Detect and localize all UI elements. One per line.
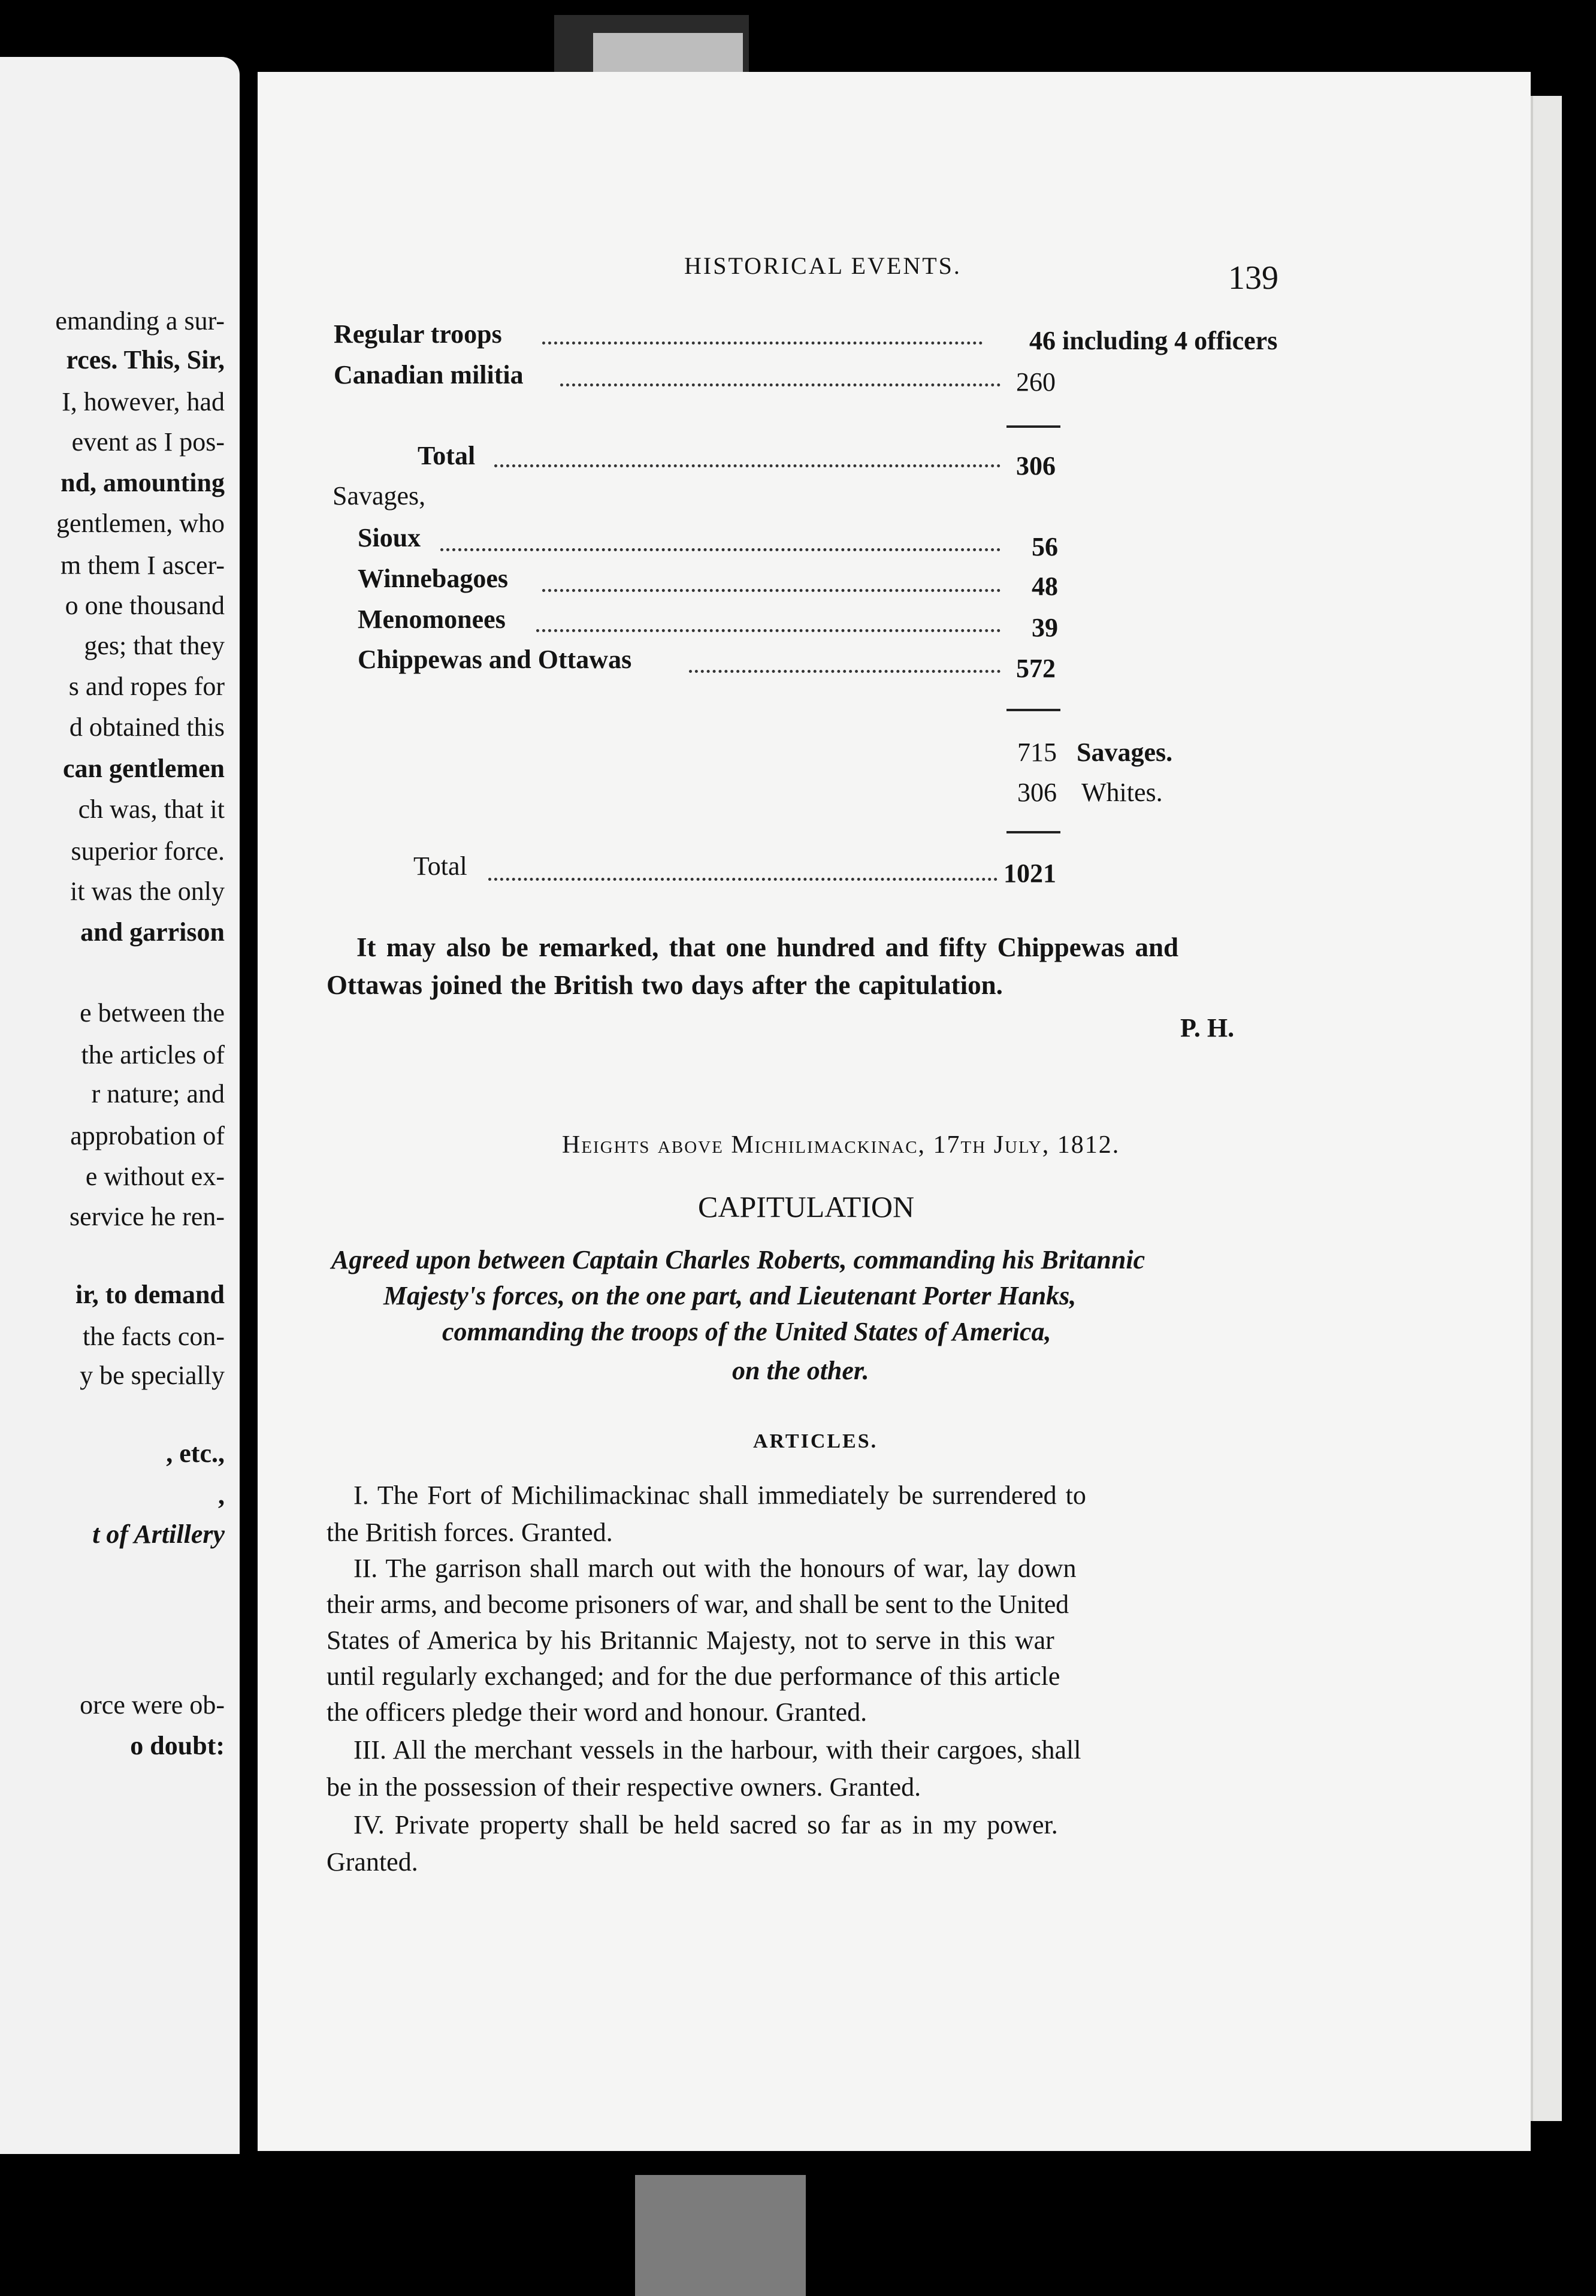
page-number: 139	[1228, 259, 1278, 297]
left-page-line: e between the	[80, 998, 225, 1028]
savages-label: Savages,	[332, 481, 426, 510]
left-page-line: event as I pos-	[71, 427, 225, 457]
running-title: HISTORICAL EVENTS.	[684, 252, 962, 279]
sum-whites-value: 306	[1017, 778, 1057, 807]
left-page-line: o doubt:	[130, 1731, 225, 1760]
left-page-line: ges; that they	[84, 631, 225, 660]
tribe-value: 39	[1032, 613, 1058, 642]
tribe-label: Sioux	[358, 523, 421, 552]
leader-dots	[542, 342, 983, 345]
articles-heading: ARTICLES.	[753, 1430, 878, 1452]
left-page-line: m them I ascer-	[61, 551, 225, 580]
left-page-line: ch was, that it	[78, 794, 225, 824]
leader-dots	[536, 629, 1000, 632]
sum-rule	[1006, 709, 1060, 711]
left-page-line: ,	[218, 1481, 225, 1510]
left-page-line: emanding a sur-	[55, 306, 225, 336]
left-page-line: o one thousand	[65, 591, 225, 620]
left-page-fragment	[0, 57, 240, 2154]
left-page-line: and garrison	[80, 917, 225, 947]
tribe-value: 48	[1032, 572, 1058, 601]
tribe-label: Winnebagoes	[358, 564, 509, 593]
sum-rule	[1006, 425, 1060, 428]
left-page-line: , etc.,	[166, 1439, 225, 1468]
article-line: II. The garrison shall march out with the honours of war, lay down	[353, 1554, 1077, 1583]
left-page-line: superior force.	[71, 836, 225, 866]
left-page-line: can gentlemen	[62, 754, 225, 783]
article-line: be in the possession of their respective owners. Granted.	[327, 1772, 921, 1802]
sum-whites-label: Whites.	[1081, 778, 1163, 807]
canadian-militia-value: 260	[1016, 367, 1056, 397]
tribe-label: Chippewas and Ottawas	[358, 645, 632, 674]
page-edge	[1531, 96, 1562, 2121]
remark-line: It may also be remarked, that one hundred and fifty Chippewas and	[356, 932, 1179, 962]
left-page-line: t of Artillery	[92, 1519, 225, 1549]
left-page-line: orce were ob-	[80, 1690, 225, 1720]
leader-dots	[488, 878, 998, 881]
left-page-line: nd, amounting	[61, 468, 225, 497]
subtitle-line: Agreed upon between Captain Charles Roberts, commanding his Britannic	[331, 1245, 1145, 1274]
subtitle-line: Majesty's forces, on the one part, and Lieutenant Porter Hanks,	[383, 1281, 1077, 1310]
tribe-label: Menomonees	[358, 605, 506, 634]
left-page-line: rces. This, Sir,	[66, 345, 225, 374]
regular-troops-label: Regular troops	[334, 319, 502, 349]
subtitle-line: on the other.	[732, 1356, 869, 1385]
left-page-line: y be specially	[80, 1361, 225, 1390]
article-line: I. The Fort of Michilimackinac shall immediately be surrendered to	[353, 1481, 1086, 1510]
tribe-value: 56	[1032, 532, 1058, 561]
capitulation-title: CAPITULATION	[698, 1190, 915, 1223]
canadian-militia-label: Canadian militia	[334, 360, 524, 389]
article-line: their arms, and become prisoners of war, and shall be sent to the United	[327, 1590, 1069, 1619]
signature: P. H.	[1180, 1013, 1235, 1043]
left-page-line: gentlemen, who	[56, 509, 225, 538]
article-line: IV. Private property shall be held sacred so far as in my power.	[353, 1810, 1058, 1839]
left-page-line: ir, to demand	[75, 1280, 225, 1309]
left-page-line: approbation of	[70, 1121, 225, 1150]
article-line: States of America by his Britannic Majesty, not to serve in this war	[327, 1626, 1054, 1655]
article-line: III. All the merchant vessels in the harbour, with their cargoes, shall	[353, 1735, 1081, 1765]
left-page-line: it was the only	[70, 877, 225, 906]
grand-total-value: 1021	[1003, 859, 1056, 888]
total-1-value: 306	[1016, 451, 1056, 481]
sum-savages-label: Savages.	[1077, 738, 1173, 767]
sum-savages-value: 715	[1017, 738, 1057, 767]
subtitle-line: commanding the troops of the United States of America,	[442, 1317, 1051, 1346]
regular-troops-value: 46 including 4 officers	[1029, 326, 1278, 355]
article-line: the officers pledge their word and honour. Granted.	[327, 1697, 867, 1727]
left-page-line: s and ropes for	[68, 672, 225, 701]
tribe-value: 572	[1016, 654, 1056, 683]
left-page-line: r nature; and	[91, 1079, 225, 1108]
article-line: until regularly exchanged; and for the due performance of this article	[327, 1661, 1060, 1691]
left-page-line: the facts con-	[83, 1322, 225, 1351]
scan-bottom-tab	[635, 2175, 806, 2296]
dateline: Heights above Michilimackinac, 17th July, 1812.	[562, 1131, 1120, 1159]
remark-line: Ottawas joined the British two days after the capitulation.	[327, 970, 1003, 1000]
left-page-line: d obtained this	[69, 712, 225, 742]
leader-dots	[494, 464, 1000, 467]
article-line: the British forces. Granted.	[327, 1518, 613, 1547]
leader-dots	[440, 548, 1000, 551]
sum-rule	[1006, 831, 1060, 833]
grand-total-label: Total	[413, 851, 467, 881]
left-page-line: e without ex-	[85, 1162, 225, 1191]
left-page-line: service he ren-	[69, 1202, 225, 1231]
left-page-line: the articles of	[81, 1040, 225, 1070]
total-1-label: Total	[418, 441, 476, 470]
leader-dots	[560, 383, 1000, 386]
scan-top-label-strip	[593, 33, 743, 75]
leader-dots	[689, 670, 1000, 673]
article-line: Granted.	[327, 1847, 418, 1877]
leader-dots	[542, 589, 1000, 592]
left-page-line: I, however, had	[62, 387, 225, 416]
